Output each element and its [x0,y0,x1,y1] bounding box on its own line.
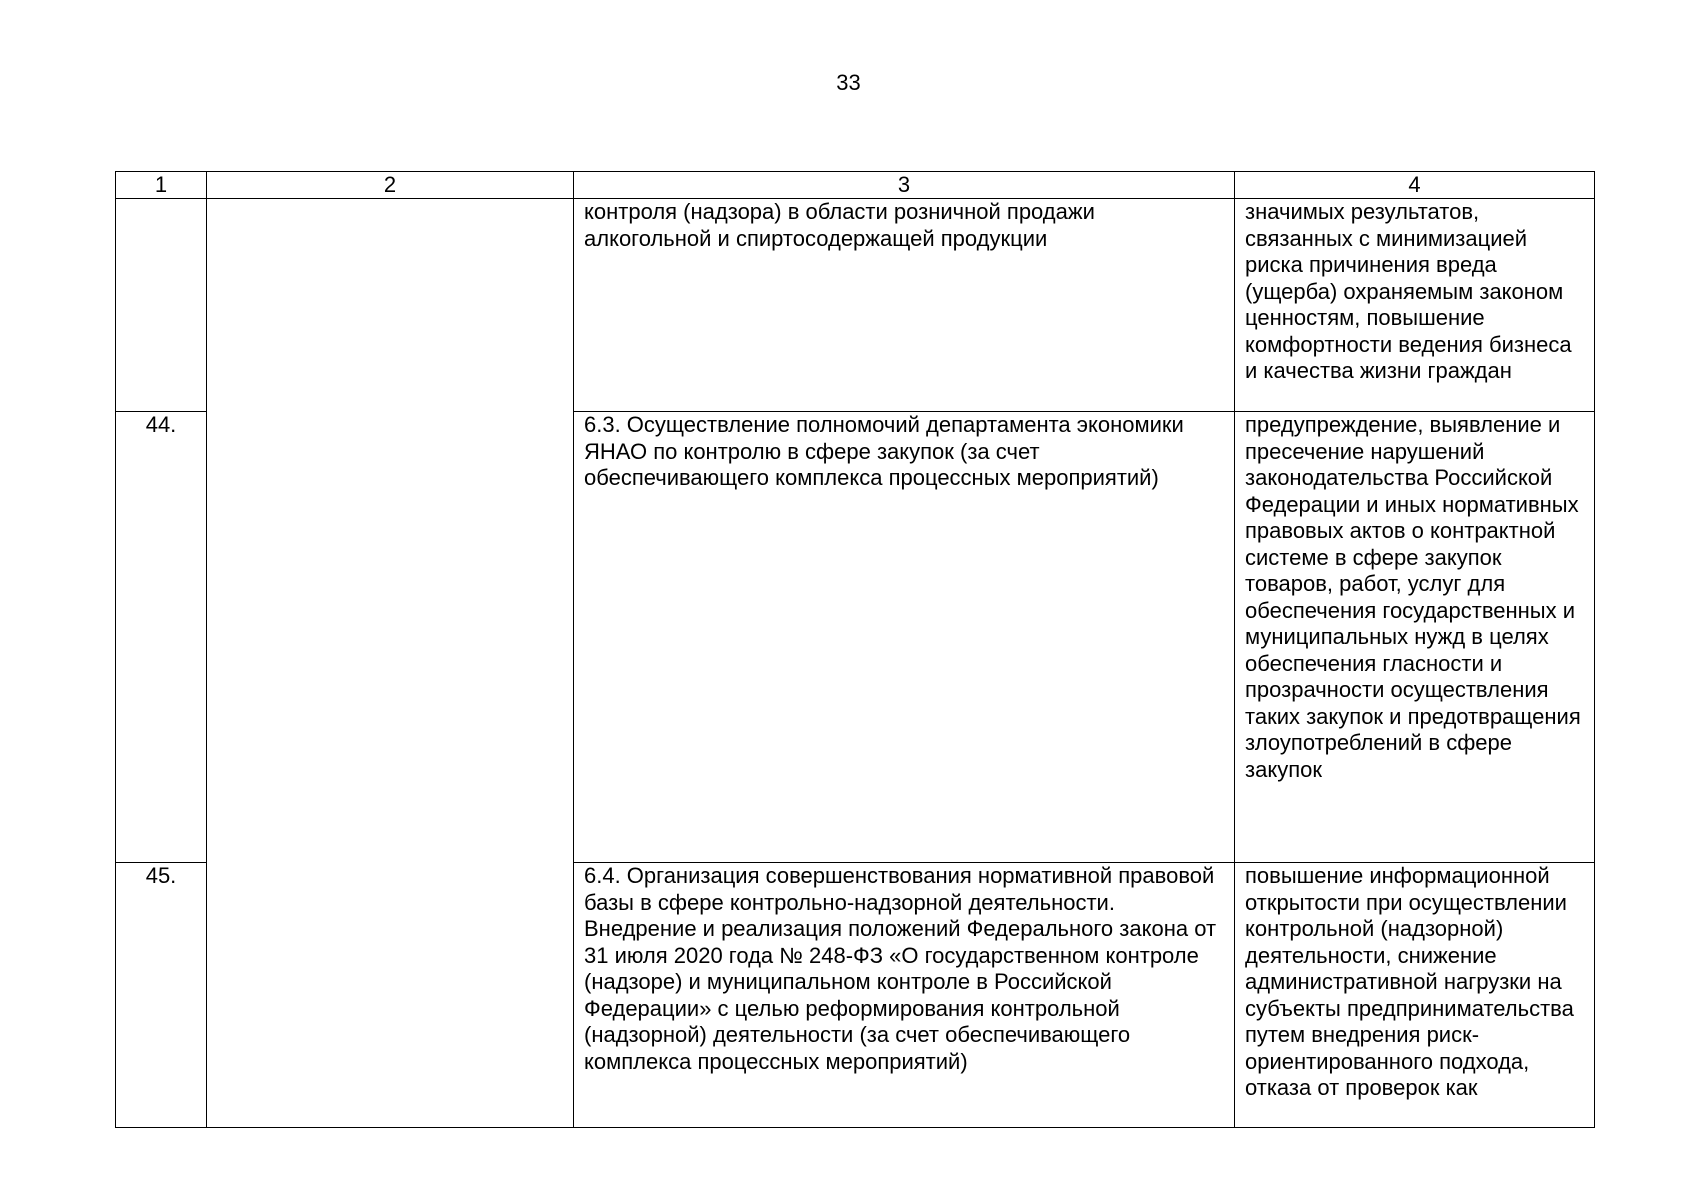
measure-text: Внедрение и реализация положений Федерального закона от 31 июля 2020 года № 248-ФЗ «О государственном контроле (надзоре) и муниципальном контроле в Российской Федерации» с целью реформирования контрольной (надзорной) деятельности (за счет обеспечивающего комплекса процессных мероприятий) [584,916,1217,1074]
page-number: 33 [836,70,861,95]
measures-table [115,171,1595,1128]
row-number-cell [116,199,207,412]
measure-text: контроля (надзора) в области розничной продажи алкогольной и спиртосодержащей продукции [584,199,1095,251]
measure-cell [574,412,1235,863]
responsible-cell [207,199,574,1128]
row-number-cell: 44. [116,412,207,863]
column-header-1: 1 [116,172,207,199]
measure-text: 6.4. Организация совершенствования нормативной правовой базы в сфере контрольно-надзорной деятельности. [584,863,1215,915]
column-header-4: 4 [1235,172,1595,199]
result-cell: повышение информационной открытости при осуществлении контрольной (надзорной) деятельности, снижение административной нагрузки на субъекты предпринимательства путем внедрения риск-ориентированного подхода, отказа от проверок как [1235,863,1595,1128]
measure-cell [574,863,1235,1128]
result-cell: значимых результатов, связанных с минимизацией риска причинения вреда (ущерба) охраняемым законом ценностям, повышение комфортности ведения бизнеса и качества жизни граждан [1235,199,1595,412]
column-header-2: 2 [207,172,574,199]
table-row [116,199,1595,412]
measure-cell [574,199,1235,412]
table-header-row [116,172,1595,199]
measure-text: 6.3. Осуществление полномочий департамента экономики ЯНАО по контролю в сфере закупок (за счет обеспечивающего комплекса процессных мероприятий) [584,412,1184,490]
result-cell: предупреждение, выявление и пресечение нарушений законодательства Российской Федерации и иных нормативных правовых актов о контрактной системе в сфере закупок товаров, работ, услуг для обеспечения государственных и муниципальных нужд в целях обеспечения гласности и прозрачности осуществления таких закупок и предотвращения злоупотреблений в сфере закупок [1235,412,1595,863]
row-number-cell: 45. [116,863,207,1128]
column-header-3: 3 [574,172,1235,199]
